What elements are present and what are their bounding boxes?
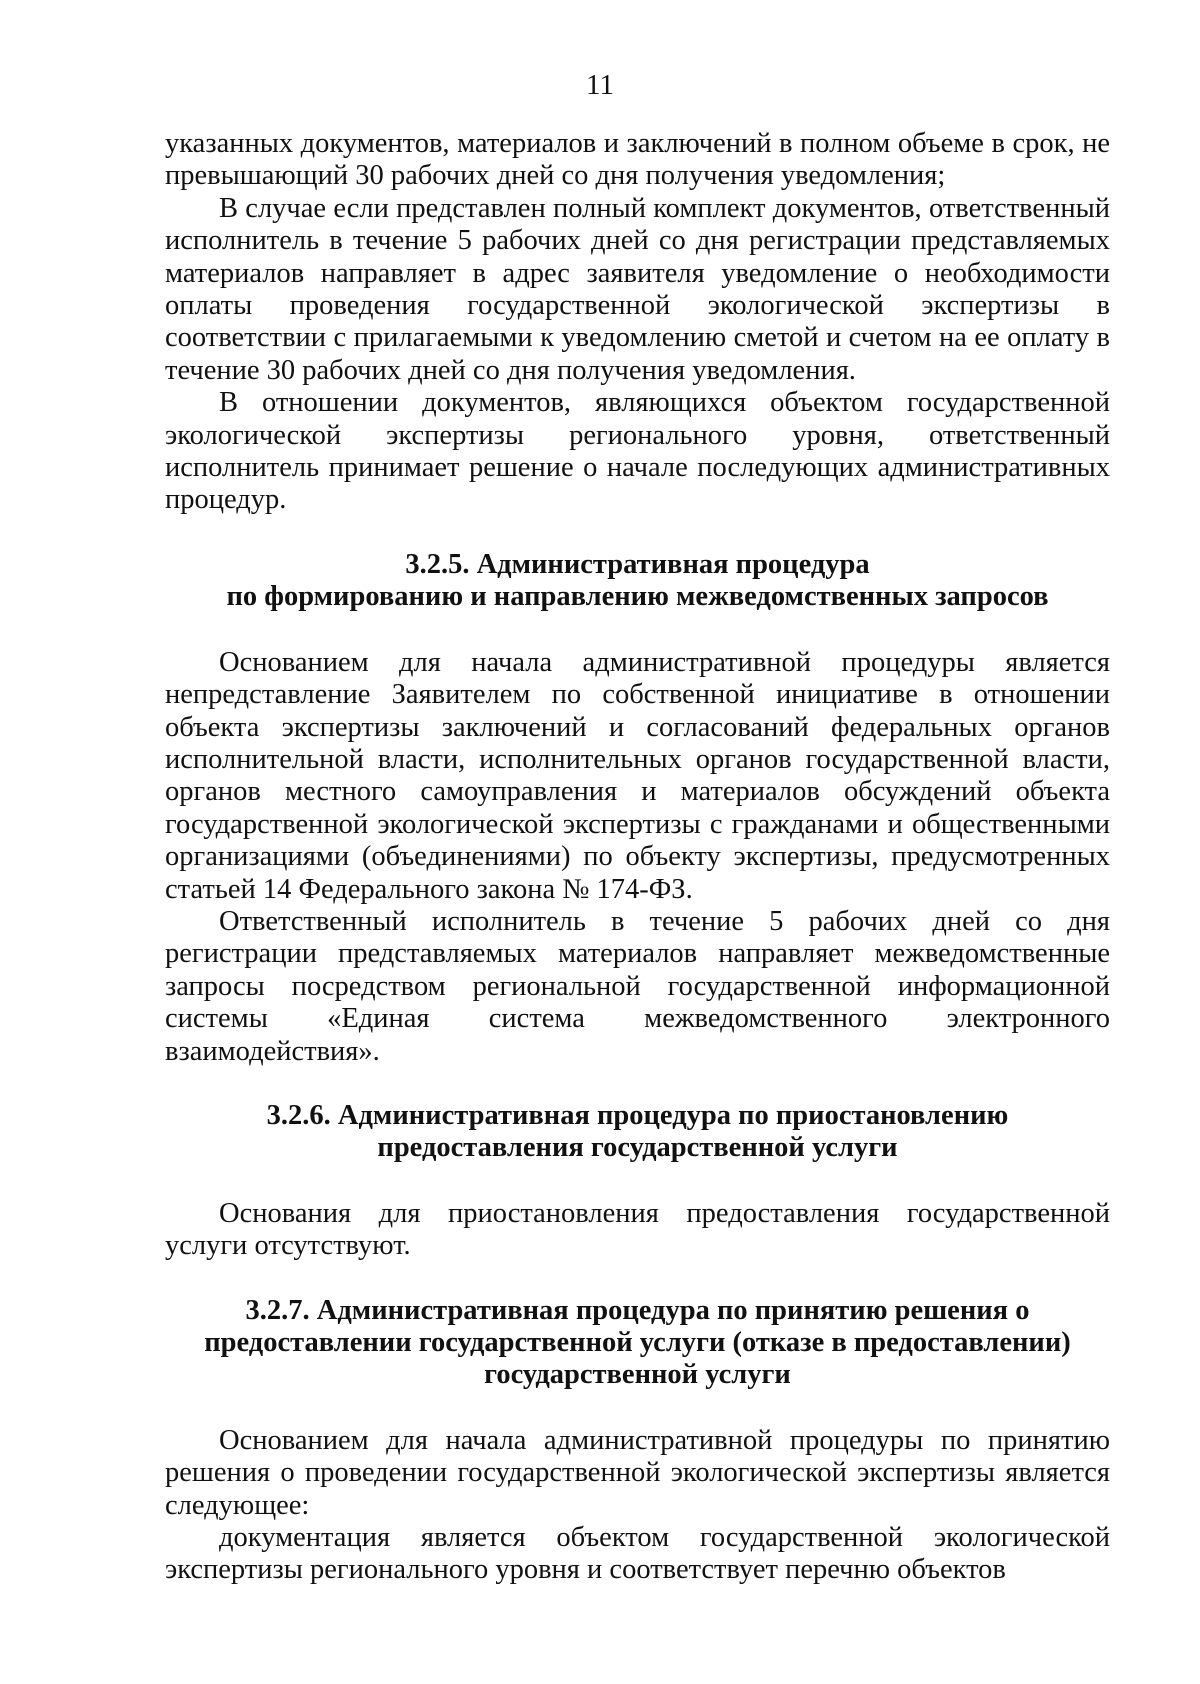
heading-line: 3.2.7. Административная процедура по принятию решения о [245,1294,1030,1326]
paragraph-complete-package: В случае если представлен полный комплект документов, ответственный исполнитель в течение 5 рабочих дней со дня регистрации представляемых материалов направляет в адрес заявителя уведомление о необходимости оплаты проведения государственной экологической экспертизы в соответствии с прилагаемыми к уведомлению сметой и счетом на ее оплату в течение 30 рабочих дней со дня получения уведомления. [165,192,1110,386]
paragraph-continuation: указанных документов, материалов и заключений в полном объеме в срок, не превышающий 30 рабочих дней со дня получения уведомления; [165,128,1110,192]
paragraph-regional-level: В отношении документов, являющихся объектом государственной экологической экспертизы регионального уровня, ответственный исполнитель принимает решение о начале последующих административных процедур. [165,387,1110,516]
section-heading-3-2-6 [165,1100,1110,1165]
paragraph-basis-decision: Основанием для начала административной процедуры по принятию решения о проведении государственной экологической экспертизы является следующее: [165,1424,1110,1521]
paragraph-documentation-regional: документация является объектом государственной экологической экспертизы регионального уровня и соответствует перечню объектов [165,1522,1110,1586]
heading-line: предоставления государственной услуги [377,1132,898,1164]
paragraph-basis-interagency: Основанием для начала административной процедуры является непредставление Заявителем по собственной инициативе в отношении объекта экспертизы заключений и согласований федеральных органов исполнительной власти, исполнительных органов государственной власти, органов местного самоуправления и материалов обсуждений объекта государственной экологической экспертизы с гражданами и общественными организациями (объединениями) по объекту экспертизы, предусмотренных статьей 14 Федерального закона № 174-ФЗ. [165,646,1110,905]
heading-line: 3.2.6. Административная процедура по приостановлению [266,1099,1009,1131]
heading-line: по формированию и направлению межведомственных запросов [226,581,1049,613]
paragraph-interagency-requests: Ответственный исполнитель в течение 5 рабочих дней со дня регистрации представляемых материалов направляет межведомственные запросы посредством региональной государственной информационной системы «Единая система межведомственного электронного взаимодействия». [165,905,1110,1067]
heading-line: предоставлении государственной услуги (отказе в предоставлении) [204,1327,1071,1358]
heading-line: 3.2.5. Административная процедура [405,548,870,580]
section-heading-3-2-5 [165,549,1110,614]
heading-line: государственной услуги [484,1359,791,1391]
page-number: 11 [586,69,614,101]
document-body [165,128,1110,1587]
paragraph-no-suspension: Основания для приостановления предоставления государственной услуги отсутствуют. [165,1197,1110,1262]
section-heading-3-2-7 [165,1295,1110,1392]
